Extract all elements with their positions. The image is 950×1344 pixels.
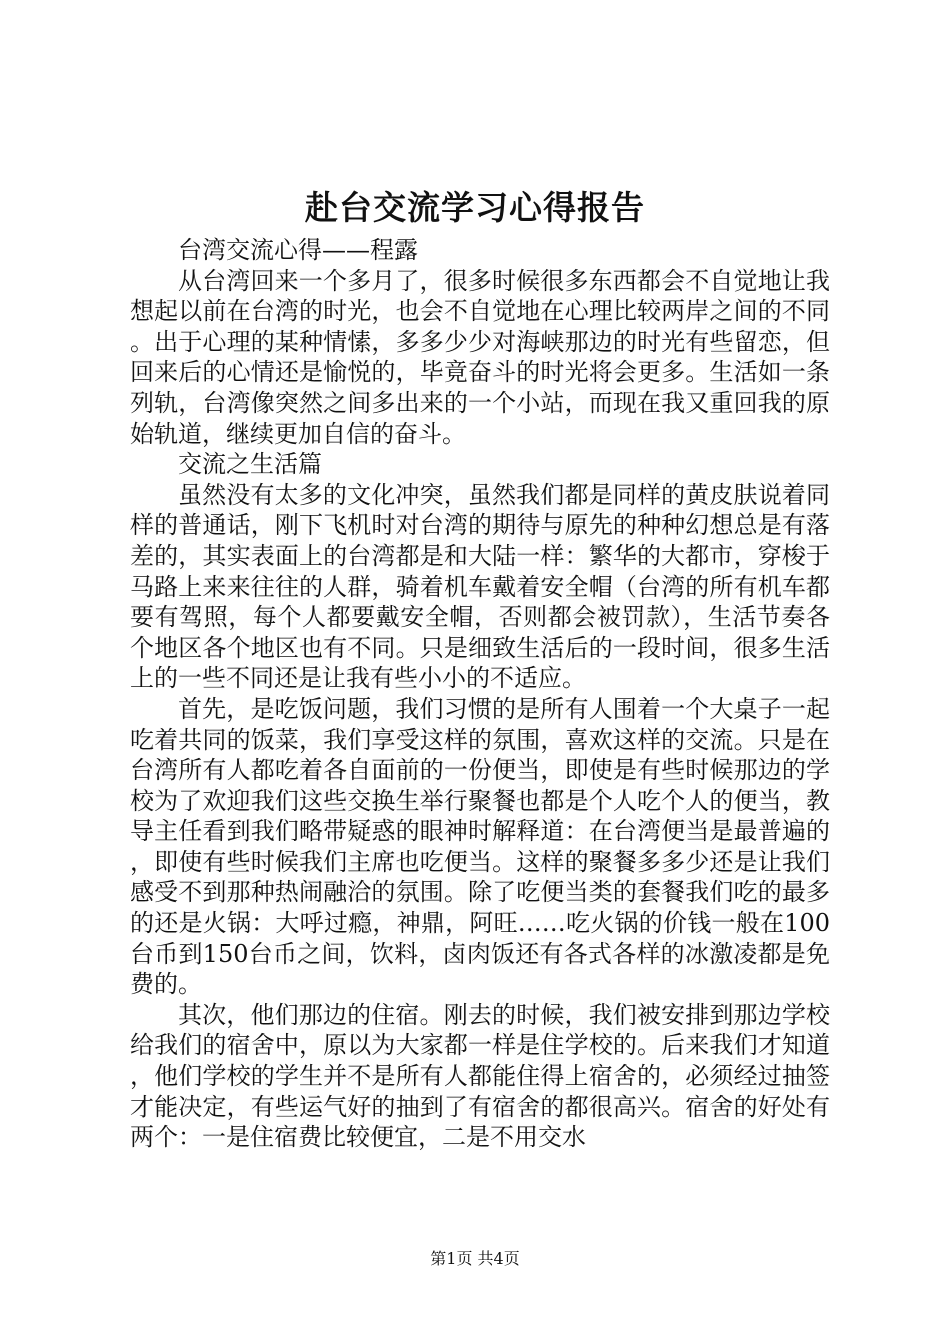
- document-body: [130, 235, 830, 1153]
- life-paragraph: 虽然没有太多的文化冲突，虽然我们都是同样的黄皮肤说着同样的普通话，刚下飞机时对台湾的期待与原先的种种幻想总是有落差的，其实表面上的台湾都是和大陆一样：繁华的大都市，穿梭于马路上来来往往的人群，骑着机车戴着安全帽（台湾的所有机车都要有驾照，每个人都要戴安全帽，否则都会被罚款），生活节奏各个地区各个地区也有不同。只是细致生活后的一段时间，很多生活上的一些不同还是让我有些小小的不适应。: [130, 480, 830, 693]
- intro-paragraph: 从台湾回来一个多月了，很多时候很多东西都会不自觉地让我想起以前在台湾的时光，也会不自觉地在心理比较两岸之间的不同。出于心理的某种情愫，多多少少对海峡那边的时光有些留恋，但回来后的心情还是愉悦的，毕竟奋斗的时光将会更多。生活如一条列轨，台湾像突然之间多出来的一个小站，而现在我又重回我的原始轨道，继续更加自信的奋斗。: [130, 266, 830, 448]
- section-heading-life: 交流之生活篇: [178, 450, 322, 479]
- food-paragraph: 首先，是吃饭问题，我们习惯的是所有人围着一个大桌子一起吃着共同的饭菜，我们享受这样的氛围，喜欢这样的交流。只是在台湾所有人都吃着各自面前的一份便当，即使是有些时候那边的学校为了欢迎我们这些交换生举行聚餐也都是个人吃个人的便当，教导主任看到我们略带疑惑的眼神时解释道：在台湾便当是最普遍的，即使有些时候我们主席也吃便当。这样的聚餐多多少还是让我们感受不到那种热闹融洽的氛围。除了吃便当类的套餐我们吃的最多的还是火锅：大呼过瘾，神鼎，阿旺……吃火锅的价钱一般在100台币到150台币之间，饮料，卤肉饭还有各式各样的冰激凌都是免费的。: [130, 694, 830, 999]
- page-indicator: 第1页 共4页: [430, 1249, 520, 1268]
- author-line: 台湾交流心得——程露: [178, 236, 418, 264]
- housing-paragraph: 其次，他们那边的住宿。刚去的时候，我们被安排到那边学校给我们的宿舍中，原以为大家都一样是住学校的。后来我们才知道，他们学校的学生并不是所有人都能住得上宿舍的，必须经过抽签才能决定，有些运气好的抽到了有宿舍的都很高兴。宿舍的好处有两个：一是住宿费比较便宜，二是不用交水: [130, 1000, 830, 1152]
- document-title: 赴台交流学习心得报告: [305, 188, 645, 227]
